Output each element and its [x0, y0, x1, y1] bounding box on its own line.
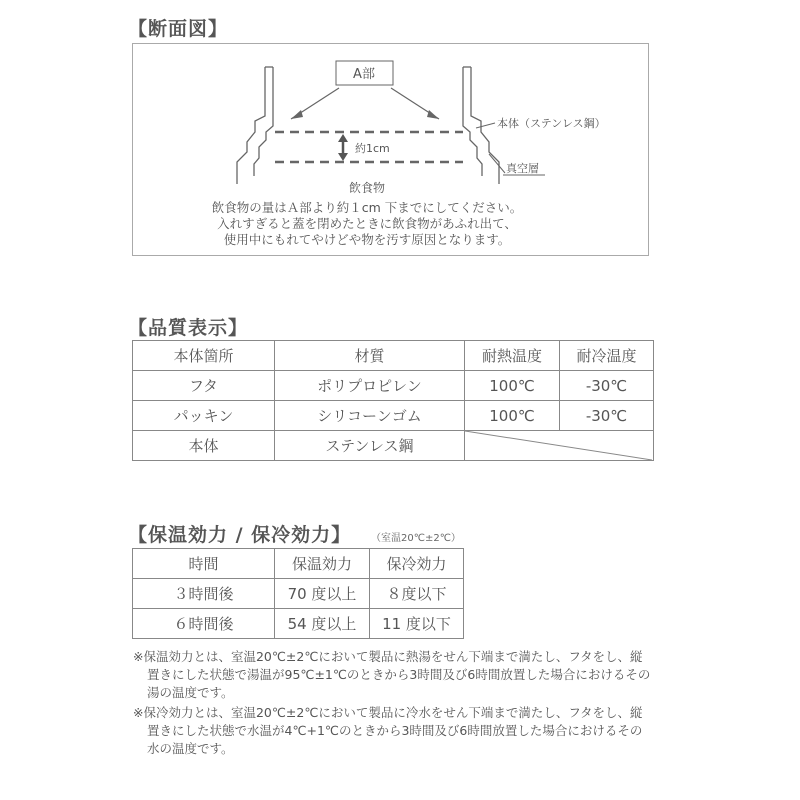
notes	[133, 648, 653, 758]
header-material: 材質	[275, 341, 465, 371]
cell-heat: 100℃	[465, 401, 560, 431]
cell-cold-retention: ８度以下	[370, 579, 464, 609]
cell-time: ３時間後	[133, 579, 275, 609]
retention-condition: （室温20℃±2℃）	[371, 533, 461, 544]
label-body: 本体（ステンレス鋼）	[497, 117, 606, 130]
label-a: A部	[353, 67, 375, 82]
caption-line-3: 使用中にもれてやけどや物を汚す原因となります。	[223, 232, 511, 247]
header-heat: 耐熱温度	[465, 341, 560, 371]
retention-table	[132, 548, 464, 639]
cell-heat-retention: 54 度以上	[275, 609, 370, 639]
caption-line-2: 入れすぎると蓋を閉めたときに飲食物があふれ出て、	[217, 216, 517, 231]
cell-cold: -30℃	[560, 371, 654, 401]
label-vacuum: 真空層	[506, 162, 539, 175]
label-approx: 約1cm	[355, 142, 390, 155]
header-time: 時間	[133, 549, 275, 579]
cell-material: シリコーンゴム	[275, 401, 465, 431]
cell-material: ステンレス鋼	[275, 431, 465, 461]
cross-section-title: 【断面図】	[128, 18, 229, 40]
quality-table	[132, 340, 654, 461]
cell-cold: -30℃	[560, 401, 654, 431]
cell-heat-retention: 70 度以上	[275, 579, 370, 609]
cross-section-diagram	[132, 43, 649, 256]
cell-cold-retention: 11 度以下	[370, 609, 464, 639]
cell-material: ポリプロピレン	[275, 371, 465, 401]
table-row	[133, 609, 464, 639]
table-row	[133, 431, 654, 461]
note-heat: ※保温効力とは、室温20℃±2℃において製品に熱湯をせん下端まで満たし、フタをし、縦置きにした状態で湯温が95℃±1℃のときから3時間及び6時間放置した場合におけるその湯の温度です。	[133, 649, 651, 700]
header-cold: 耐冷温度	[560, 341, 654, 371]
table-header-row	[133, 549, 464, 579]
cell-part: フタ	[133, 371, 275, 401]
cell-part: 本体	[133, 431, 275, 461]
table-row	[133, 579, 464, 609]
header-heat-retention: 保温効力	[275, 549, 370, 579]
header-part: 本体箇所	[133, 341, 275, 371]
caption-line-1: 飲食物の量はＡ部より約１cm 下までにしてください。	[211, 200, 523, 215]
caption-title: 飲食物	[348, 181, 386, 195]
retention-title: 【保温効力 / 保冷効力】	[128, 524, 352, 546]
cell-part: パッキン	[133, 401, 275, 431]
table-header-row	[133, 341, 654, 371]
diagonal-slash	[465, 431, 652, 460]
note-cold: ※保冷効力とは、室温20℃±2℃において製品に冷水をせん下端まで満たし、フタをし、縦置きにした状態で水温が4℃+1℃のときから3時間及び6時間放置した場合におけるその水の温度です。	[133, 705, 643, 756]
header-cold-retention: 保冷効力	[370, 549, 464, 579]
table-row	[133, 371, 654, 401]
cell-heat: 100℃	[465, 371, 560, 401]
cross-section-drawing	[133, 44, 650, 257]
cell-time: ６時間後	[133, 609, 275, 639]
cell-not-applicable	[465, 431, 654, 461]
quality-title: 【品質表示】	[128, 317, 249, 339]
table-row	[133, 401, 654, 431]
